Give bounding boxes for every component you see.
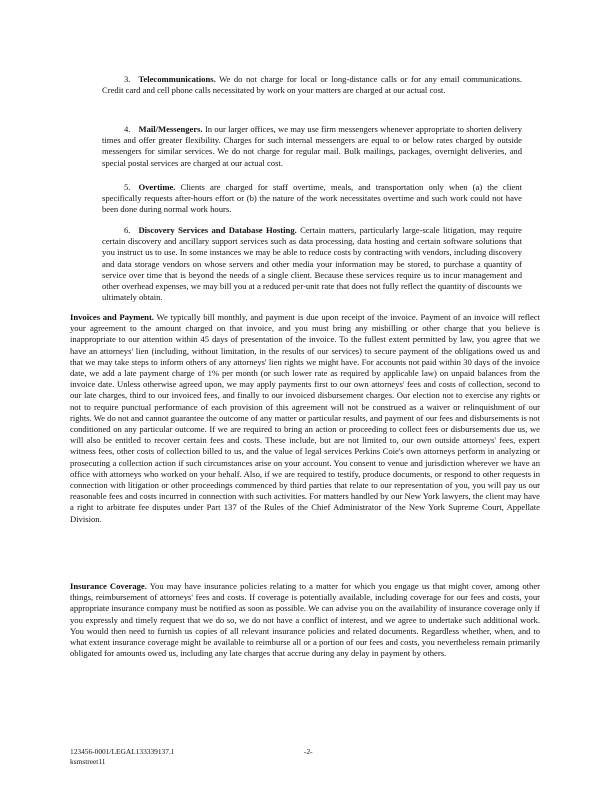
insurance-coverage-section bbox=[70, 581, 540, 659]
item-discovery-services bbox=[102, 225, 522, 303]
section-text: You may have insurance policies relating to a matter for which you engage us that might cover, among other things, reimbursement of attorneys' fees and costs. If coverage is potentially available, including coverage for our fees and costs, your appropriate insurance company must be notified as soon as possible. We can advise you on the availability of insurance coverage only if you expressly and timely request that we do so, we do not have a conflict of interest, and we agree to undertake such additional work. You would then need to furnish us copies of all relevant insurance policies and related documents. Regardless whether, when, and to what extent insurance coverage might be available to reimburse all or a portion of our fees and costs, you nevertheless remain primarily obligated for amounts owed us, including any late charges that accrue during any delay in payment by others. bbox=[70, 581, 541, 659]
item-mail-messengers bbox=[102, 124, 522, 169]
item-telecommunications bbox=[102, 74, 522, 96]
item-heading: Mail/Messengers. bbox=[138, 124, 203, 134]
section-heading: Insurance Coverage. bbox=[70, 581, 147, 591]
page-number: -2- bbox=[304, 747, 313, 756]
invoices-and-payment-section bbox=[70, 312, 540, 525]
item-heading: Overtime. bbox=[138, 182, 176, 192]
item-number: 3. bbox=[124, 74, 131, 84]
footer-doc-sub: ksmstreet11 bbox=[70, 757, 106, 766]
item-text: In our larger offices, we may use firm messengers whenever appropriate to shorten delivery times and offer greater flexibility. Charges for such internal messengers are equal to or below rates charged by outside messengers for similar services. We do not charge for regular mail. Bulk mailings, packages, overnight deliveries, and special postal services are charged at our actual cost. bbox=[102, 124, 522, 168]
footer-doc-id: 123456-0001/LEGAL133339137.1 bbox=[70, 747, 175, 756]
item-text: Certain matters, particularly large-scale litigation, may require certain discovery and ancillary support services such as data processing, data hosting and certain software solutions that you instruct us to use. In some instances we may be able to reduce costs by contracting with vendors, including discovery and data storage vendors on whose servers and other media your information may be stored, to purchase a quantity of service over time that is beyond the needs of a single client. Because these services require us to incur management and other overhead expenses, we may bill you at a reduced per-unit rate that does not fully reflect the quantity of discounts we ultimately obtain. bbox=[102, 225, 523, 303]
item-number: 5. bbox=[124, 182, 131, 192]
item-heading: Telecommunications. bbox=[138, 74, 216, 84]
item-text: We do not charge for local or long-distance calls or for any email communications. Credit card and cell phone calls necessitated by work on your matters are charged at our actual cost. bbox=[102, 74, 522, 96]
section-text: We typically bill monthly, and payment is due upon receipt of the invoice. Payment of an invoice will reflect your agreement to the amount charged on that invoice, and you must bring any misbilling or other charge that you believe is inappropriate to our attention within 45 days of presentation of the invoice. To the fullest extent permitted by law, you agree that we have an attorneys' lien (including, without limitation, in the results of our services) to secure payment of the obligations owed us and that we may take steps to inform others of any attorneys' lien rights we might have. For accounts not paid within 30 days of the invoice date, we add a late payment charge of 1% per month (or such lower rate as required by applicable law) on unpaid balances from the invoice date. Unless otherwise agreed upon, we may apply payments first to our own attorneys' fees and costs of collection, second to our late charges, third to our invoiced fees, and finally to our invoiced disbursement charges. Our election not to exercise any rights or not to require punctual performance of each provision of this agreement will not be construed as a waiver or relinquishment of our rights. We do not and cannot guarantee the outcome of any matter or particular results, and payment of our fees and disbursements is not conditioned on any particular outcome. If we are required to bring an action or proceeding to collect fees or disbursements due us, we will also be entitled to recover certain fees and costs. These include, but are not limited to, our own outside attorneys' fees, expert witness fees, other costs of collection billed to us, and the value of legal services Perkins Coie's own attorneys perform in analyzing or prosecuting a collection action if such circumstances arise on your account. You consent to venue and jurisdiction wherever we have an office with attorneys who worked on your behalf. Also, if we are required to testify, produce documents, or respond to other requests in connection with litigation or other proceedings commenced by third parties that relate to our representation of you, you will pay us our reasonable fees and costs incurred in connection with such activities. For matters handled by our New York lawyers, the client may have a right to arbitrate fee disputes under Part 137 of the Rules of the Chief Administrator of the New York Supreme Court, Appellate Division. bbox=[70, 312, 541, 524]
item-heading: Discovery Services and Database Hosting. bbox=[138, 225, 297, 235]
item-text: Clients are charged for staff overtime, meals, and transportation only when (a) the client specifically requests after-hours effort or (b) the nature of the work necessitates overtime and such work could not have been done during normal work hours. bbox=[102, 182, 522, 215]
item-overtime bbox=[102, 182, 522, 216]
section-heading: Invoices and Payment. bbox=[70, 312, 154, 322]
item-number: 4. bbox=[124, 124, 131, 134]
item-number: 6. bbox=[124, 225, 131, 235]
